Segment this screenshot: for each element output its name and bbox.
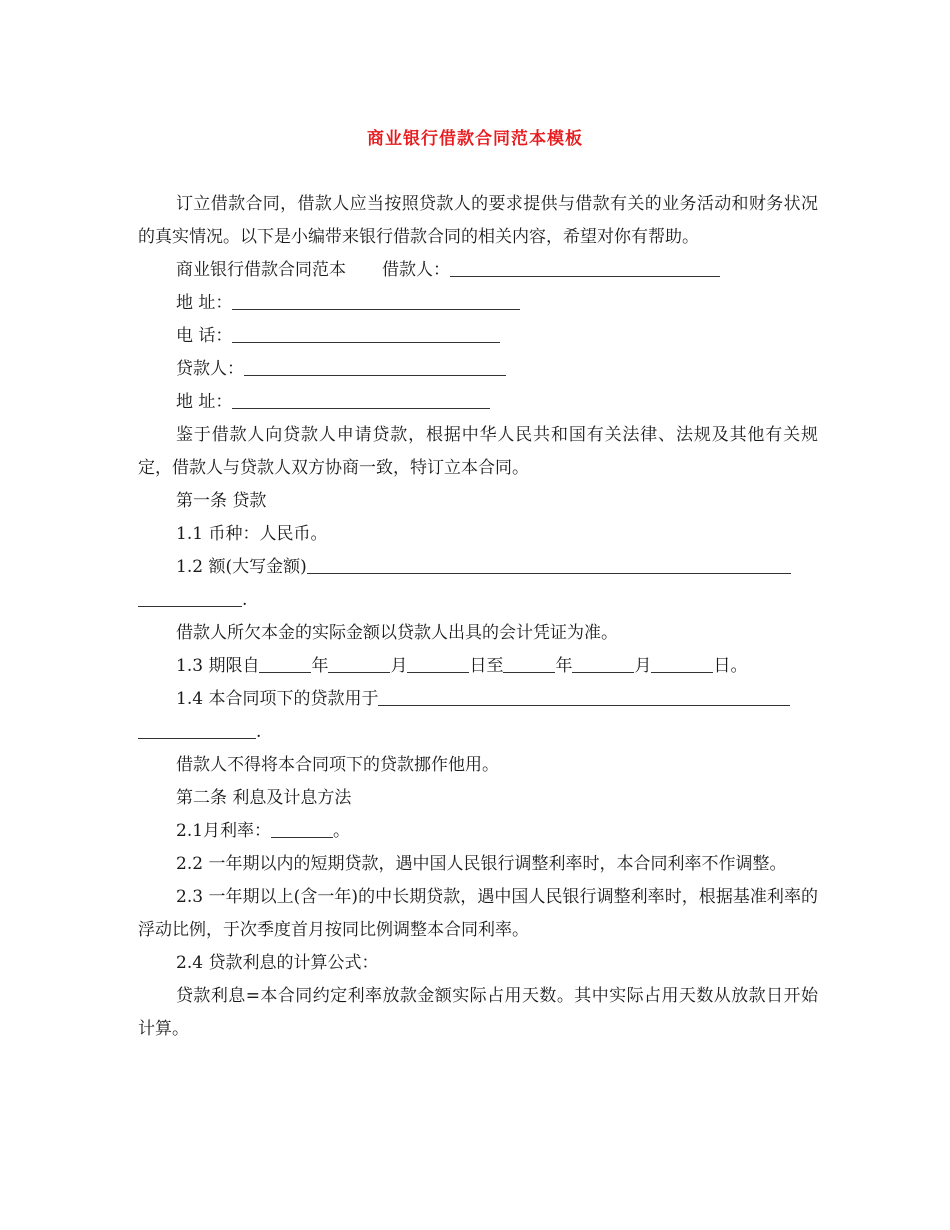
purpose-blank-continued[interactable] xyxy=(138,718,256,739)
phone-line xyxy=(138,320,818,353)
end-day-blank[interactable] xyxy=(651,652,713,673)
clause-1-3 xyxy=(138,650,818,683)
lender-line xyxy=(138,353,818,386)
article2-title: 第二条 利息及计息方法 xyxy=(176,788,352,808)
clause-2-4-formula: 贷款利息=本合同约定利率放款金额实际占用天数。其中实际占用天数从放款日开始计算。 xyxy=(138,986,818,1039)
lender-address-line xyxy=(138,386,818,419)
header-label: 商业银行借款合同范本 xyxy=(176,260,346,280)
phone-blank[interactable] xyxy=(232,322,500,343)
intro-paragraph: 订立借款合同，借款人应当按照贷款人的要求提供与借款有关的业务活动和财务状况的真实情况。以下是小编带来银行借款合同的相关内容，希望对你有帮助。 xyxy=(138,194,818,247)
document-body xyxy=(138,188,818,1046)
phone-label: 电 话： xyxy=(176,326,233,346)
clause-1-2-continued xyxy=(138,584,818,617)
clause-2-1-end: 。 xyxy=(333,821,351,841)
clause-2-1 xyxy=(138,815,818,848)
clause-1-3-prefix: 1.3 期限自 xyxy=(176,656,260,676)
clause-1-2-label: 1.2 额(大写金额) xyxy=(176,557,307,577)
preamble-paragraph: 鉴于借款人向贷款人申请贷款，根据中华人民共和国有关法律、法规及其他有关规定，借款人与贷款人双方协商一致，特订立本合同。 xyxy=(138,425,818,478)
clause-1-1: 1.1 币种：人民币。 xyxy=(176,524,328,544)
lender-blank[interactable] xyxy=(244,355,506,376)
clause-1-2 xyxy=(138,551,818,584)
end-year-blank[interactable] xyxy=(503,652,555,673)
monthly-rate-blank[interactable] xyxy=(271,817,333,838)
year-label-2: 年 xyxy=(555,656,573,676)
day-to-label: 日至 xyxy=(469,656,504,676)
clause-2-4: 2.4 贷款利息的计算公式： xyxy=(176,953,379,973)
month-label: 月 xyxy=(390,656,408,676)
month-label-2: 月 xyxy=(634,656,652,676)
borrower-blank[interactable] xyxy=(450,256,720,277)
clause-2-3: 2.3 一年期以上(含一年)的中长期贷款，遇中国人民银行调整利率时，根据基准利率的浮动比例，于次季度首月按同比例调整本合同利率。 xyxy=(138,887,818,940)
clause-1-4 xyxy=(138,683,818,716)
end-month-blank[interactable] xyxy=(572,652,634,673)
clause-2-2: 2.2 一年期以内的短期贷款，遇中国人民银行调整利率时，本合同利率不作调整。 xyxy=(176,854,787,874)
clause-1-4-note: 借款人不得将本合同项下的贷款挪作他用。 xyxy=(176,755,499,775)
start-month-blank[interactable] xyxy=(328,652,390,673)
amount-blank-continued[interactable] xyxy=(138,586,242,607)
year-label: 年 xyxy=(311,656,329,676)
clause-2-1-label: 2.1月利率： xyxy=(176,821,272,841)
borrower-label: 借款人： xyxy=(382,260,450,280)
clause-1-4-label: 1.4 本合同项下的贷款用于 xyxy=(176,689,379,709)
borrower-address-blank[interactable] xyxy=(232,289,520,310)
lender-address-blank[interactable] xyxy=(232,388,490,409)
purpose-blank[interactable] xyxy=(378,685,790,706)
address-label: 地 址： xyxy=(176,293,233,313)
address-label-2: 地 址： xyxy=(176,392,233,412)
day-end-label: 日。 xyxy=(713,656,748,676)
article1-title: 第一条 贷款 xyxy=(176,491,267,511)
borrower-line xyxy=(138,254,818,287)
period-mark: . xyxy=(242,590,248,610)
start-day-blank[interactable] xyxy=(407,652,469,673)
document-title: 商业银行借款合同范本模板 xyxy=(367,129,583,149)
amount-blank[interactable] xyxy=(307,553,791,574)
clause-1-2-note: 借款人所欠本金的实际金额以贷款人出具的会计凭证为准。 xyxy=(176,623,618,643)
lender-label: 贷款人： xyxy=(176,359,244,379)
start-year-blank[interactable] xyxy=(259,652,311,673)
borrower-address-line xyxy=(138,287,818,320)
clause-1-4-continued xyxy=(138,716,818,749)
period-mark-2: . xyxy=(256,722,262,742)
